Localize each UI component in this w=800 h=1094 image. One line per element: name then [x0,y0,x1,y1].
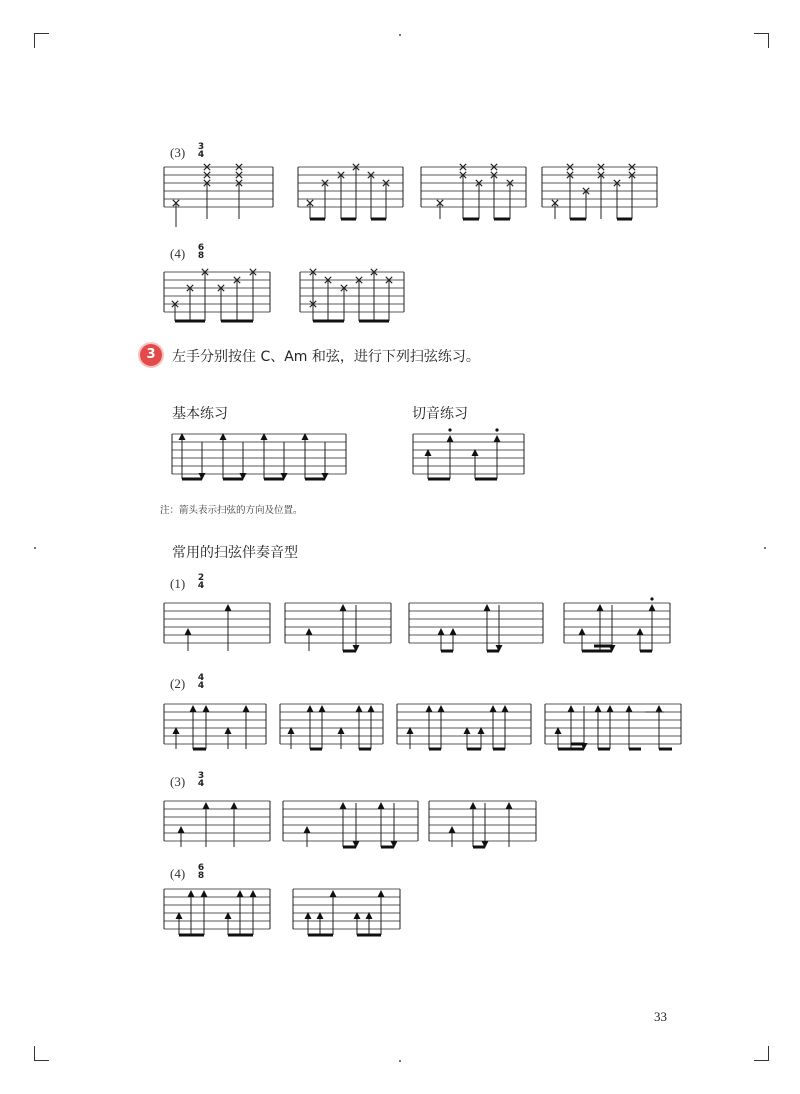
strum-up-arrow [330,890,337,897]
beam [223,478,243,481]
strum-up-arrow [494,435,501,442]
beam [629,748,641,751]
beam [659,748,672,751]
exercise-number-badge: 3 [140,344,162,366]
time-signature: 6 8 [197,243,205,261]
beam [310,748,322,751]
beam [428,478,450,481]
beam [570,218,586,221]
beam [357,934,381,937]
beam [494,218,510,221]
footnote: 注：箭头表示扫弦的方向及位置。 [160,505,303,516]
strum-up-arrow [449,826,456,833]
strum-up-arrow [231,802,238,809]
strum-up-arrow [185,628,192,635]
strum-up-arrow [368,705,375,712]
strum-up-arrow [484,604,491,611]
time-signature: 6 8 [197,863,205,881]
beam [441,650,453,653]
beam [429,748,441,751]
beam [313,320,344,323]
beam [182,478,202,481]
beam [463,218,479,221]
strum-up-arrow [490,705,497,712]
basic-practice-title: 基本练习 [172,406,228,422]
strum-up-arrow [447,435,454,442]
strum-up-arrow [649,604,656,611]
sixteenth-beam [594,645,612,648]
page-number: 33 [654,1009,667,1024]
beam [264,478,284,481]
strum-up-arrow [568,705,575,712]
mute-practice-title: 切音练习 [412,406,468,422]
beam [175,320,205,323]
strum-up-arrow [506,802,513,809]
exercise-label: (4) [170,246,186,261]
strum-up-arrow [340,802,347,809]
strum-up-arrow [438,628,445,635]
strum-up-arrow [319,705,326,712]
beam [371,218,386,221]
strum-up-arrow [470,802,477,809]
staccato-dot [650,597,653,600]
strum-up-arrow [243,705,250,712]
exercise-instruction: 左手分别按住 C、Am 和弦，进行下列扫弦练习。 [172,349,480,365]
strum-up-arrow [225,604,232,611]
beam [310,218,325,221]
staccato-dot [495,428,498,431]
time-signature: 3 4 [197,142,205,160]
beam [582,650,612,653]
strum-up-arrow [340,604,347,611]
beam [598,748,610,751]
beam [381,846,394,849]
strum-up-arrow [304,826,311,833]
beam [359,748,371,751]
strum-up-arrow [438,705,445,712]
beam [305,478,325,481]
strum-up-arrow [250,890,257,897]
beam [475,478,497,481]
strum-up-arrow [237,890,244,897]
strum-up-arrow [579,628,586,635]
strum-up-arrow [178,826,185,833]
strum-up-arrow [607,705,614,712]
strum-up-arrow [378,802,385,809]
beam [493,748,505,751]
beam [558,748,584,751]
strum-up-arrow [190,705,197,712]
strum-up-arrow [203,802,210,809]
time-signature: 4 4 [197,673,205,691]
beam [359,320,389,323]
strum-up-arrow [307,705,314,712]
pattern-label: (1) [170,576,186,591]
exercise-label: (3) [170,145,186,160]
strum-up-arrow [188,890,195,897]
beam [343,846,356,849]
beam [193,748,206,751]
patterns-heading: 常用的扫弦伴奏音型 [172,545,298,561]
strum-up-arrow [201,890,208,897]
beam [640,650,652,653]
pattern-label: (4) [170,866,186,881]
beam [617,218,632,221]
strum-up-arrow [356,705,363,712]
time-signature: 2 4 [197,573,205,591]
time-signature: 3 4 [197,771,205,789]
beam [341,218,356,221]
strum-up-arrow [426,705,433,712]
strum-up-arrow [306,628,313,635]
beam [228,934,253,937]
strum-up-arrow [378,890,385,897]
pattern-label: (2) [170,676,186,691]
strum-up-arrow [450,628,457,635]
strum-up-arrow [502,705,509,712]
strum-up-arrow [203,705,210,712]
beam [179,934,204,937]
strum-up-arrow [656,705,663,712]
beam [467,748,481,751]
strum-up-arrow [626,705,633,712]
beam [221,320,253,323]
beam [487,650,499,653]
strum-up-arrow [637,628,644,635]
staccato-dot [448,428,451,431]
pattern-label: (3) [170,774,186,789]
strum-up-arrow [595,705,602,712]
beam [473,846,485,849]
beam [308,934,333,937]
beam [343,650,356,653]
sixteenth-beam [571,743,584,746]
strum-up-arrow [597,604,604,611]
